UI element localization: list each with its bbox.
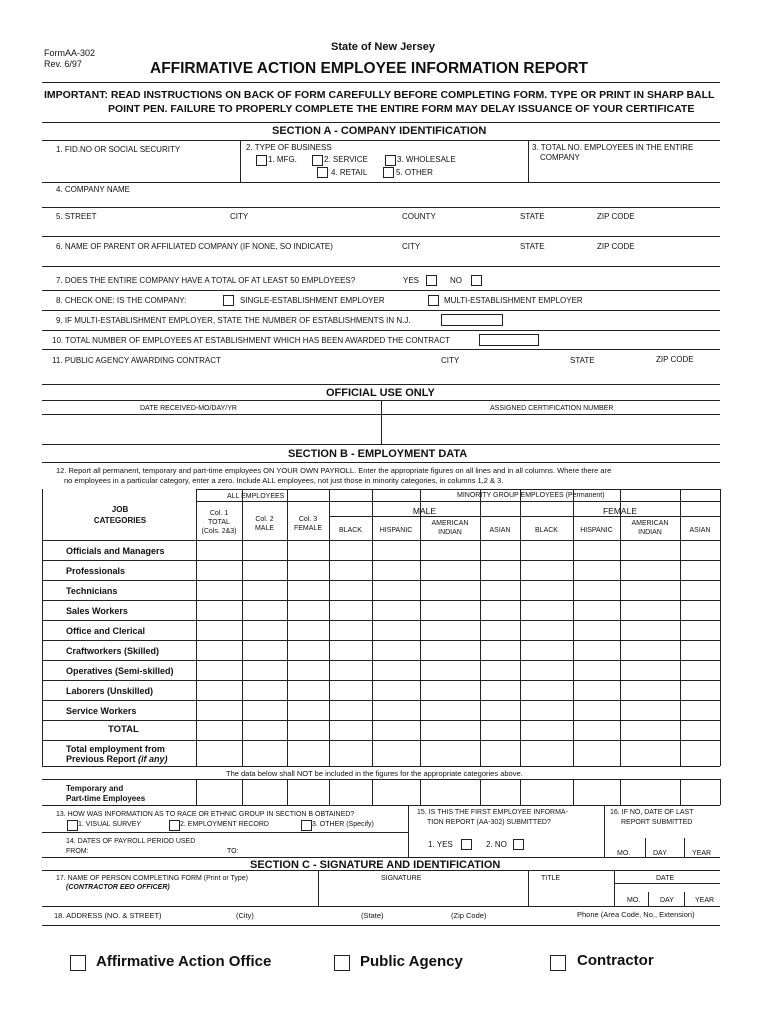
row-label-previous-2: Previous Report (if any) (66, 754, 168, 764)
table-row-rule (42, 660, 720, 661)
q15-label-2: TION REPORT (AA-302) SUBMITTED? (427, 819, 551, 826)
minority-rule (329, 501, 720, 502)
fifty-employees-question: 7. DOES THE ENTIRE COMPANY HAVE A TOTAL OF AT LEAST 50 EMPLOYEES? (56, 276, 356, 285)
row-label-officials: Officials and Managers (66, 546, 165, 556)
address-city-label: (City) (236, 911, 254, 920)
q15-label-1: 15. IS THIS THE FIRST EMPLOYEE INFORMA- (417, 809, 568, 816)
q13-label: 13. HOW WAS INFORMATION AS TO RACE OR ETHNIC GROUP IN SECTION B OBTAINED? (56, 811, 355, 818)
gender-rule (329, 516, 720, 517)
q15-left-rule (408, 805, 409, 857)
all-employees-header: ALL EMPLOYEES (227, 493, 285, 500)
table-row-rule (42, 640, 720, 641)
row-label-professionals: Professionals (66, 566, 126, 576)
table-row-rule (42, 720, 720, 721)
temporary-column-rule (287, 779, 288, 805)
single-establishment-label: SINGLE-ESTABLISHMENT EMPLOYER (240, 296, 385, 305)
first-report-no-checkbox[interactable] (513, 839, 524, 850)
q16-day-label: DAY (653, 850, 667, 857)
agency-zip-label: ZIP CODE (656, 355, 694, 364)
aa-office-checkbox[interactable] (70, 955, 86, 971)
parent-zip-label: ZIP CODE (597, 242, 635, 251)
no-label: NO (450, 276, 462, 285)
table-row-rule (42, 740, 720, 741)
company-type-question: 8. CHECK ONE: IS THE COMPANY: (56, 296, 187, 305)
date-day-rule (648, 892, 649, 906)
page-title: AFFIRMATIVE ACTION EMPLOYEE INFORMATION REPORT (150, 60, 589, 77)
q16-year-label: YEAR (692, 850, 712, 857)
row-label-sales: Sales Workers (66, 606, 128, 616)
table-row-rule (42, 766, 720, 767)
parent-company-label: 6. NAME OF PARENT OR AFFILIATED COMPANY (IF NONE, SO INDICATE) (56, 242, 333, 251)
table-row-rule (42, 680, 720, 681)
contractor-label: Contractor (577, 952, 654, 969)
company-name-label: 4. COMPANY NAME (56, 185, 130, 194)
col2-header-1: Col. 2 (255, 516, 274, 523)
contractor-checkbox[interactable] (550, 955, 566, 971)
q16-year-rule (684, 838, 685, 857)
address-label: 18. ADDRESS (NO. & STREET) (54, 911, 162, 920)
eeo-officer-label: (CONTRACTOR EEO OFFICER) (66, 884, 170, 891)
city-label: CITY (230, 212, 249, 221)
signature-label: SIGNATURE (381, 875, 422, 882)
fid-label: 1. FID.NO OR SOCIAL SECURITY (56, 145, 181, 154)
q14-label: 14. DATES OF PAYROLL PERIOD USED (66, 838, 196, 845)
multi-establishment-label: MULTI-ESTABLISHMENT EMPLOYER (444, 296, 583, 305)
table-left-rule (42, 489, 43, 766)
male-asian-header: ASIAN (489, 527, 511, 534)
preparer-name-label: 17. NAME OF PERSON COMPLETING FORM (Print or Type) (56, 875, 249, 882)
establishments-question: 9. IF MULTI-ESTABLISHMENT EMPLOYER, STATE THE NUMBER OF ESTABLISHMENTS IN N.J. (56, 316, 411, 325)
temporary-column-rule (242, 779, 243, 805)
signature-left-rule (318, 870, 319, 906)
date-year-rule (684, 892, 685, 906)
q16-label-2: REPORT SUBMITTED (621, 819, 693, 826)
q16-day-rule (645, 838, 646, 857)
parent-city-label: CITY (402, 242, 421, 251)
col3-header-2: FEMALE (293, 525, 322, 532)
zip-label: ZIP CODE (597, 212, 635, 221)
form-revision: Rev. 6/97 (44, 59, 82, 69)
q13-bottom-rule (42, 832, 408, 833)
important-line-2: POINT PEN. FAILURE TO PROPERLY COMPLETE THE ENTIRE FORM MAY DELAY ISSUANCE OF YOUR CERTIFICATE (108, 103, 695, 115)
female-american-header-2: INDIAN (638, 529, 662, 536)
exclusion-note: The data below shall NOT be included in the figures for the appropriate categories above. (226, 769, 523, 778)
job-header-1: JOB (111, 505, 129, 514)
public-agency-checkbox[interactable] (334, 955, 350, 971)
aa-office-label: Affirmative Action Office (96, 953, 272, 970)
row-label-craftworkers: Craftworkers (Skilled) (66, 646, 160, 656)
q14-to-label: TO: (227, 848, 239, 855)
state-name: State of New Jersey (331, 41, 435, 53)
date-received-label: DATE RECEIVED-MO/DAY/YR (140, 405, 237, 412)
minority-header: MINORITY GROUP EMPLOYEES (Permanent) (457, 492, 605, 499)
title-label: TITLE (541, 875, 561, 882)
q16-label-1: 16. IF NO, DATE OF LAST (610, 809, 694, 816)
table-row-rule (42, 540, 720, 541)
temporary-row-top-rule (42, 779, 720, 780)
state-label: STATE (520, 212, 545, 221)
male-black-header: BLACK (339, 527, 362, 534)
row-label-total: TOTAL (108, 724, 139, 735)
date-day-label: DAY (660, 897, 674, 904)
wholesale-label: 3. WHOLESALE (397, 155, 456, 164)
section-b-instruction-2: no employees in a particular category, enter a zero. Include ALL employees, not just those in minority categories, in columns 1,2 & 3. (64, 476, 504, 485)
q16-left-rule (604, 805, 605, 857)
other-method-label: 3. OTHER (Specify) (312, 821, 374, 828)
temporary-column-rule (420, 779, 421, 805)
table-column-rule (720, 489, 721, 766)
section-c-bottom-rule (42, 925, 720, 926)
col1-header-3: (Cols. 2&3) (201, 528, 237, 535)
section-c-title: SECTION C - SIGNATURE AND IDENTIFICATION (250, 859, 501, 871)
temporary-column-rule (372, 779, 373, 805)
temporary-column-rule (196, 779, 197, 805)
col1-header-1: Col. 1 (209, 510, 229, 517)
other-label: 5. OTHER (396, 168, 433, 177)
col1-header-2: TOTAL (208, 519, 230, 526)
table-row-rule (42, 560, 720, 561)
temporary-column-rule (573, 779, 574, 805)
date-left-rule (614, 870, 615, 906)
address-state-label: (State) (361, 911, 384, 920)
temporary-column-rule (680, 779, 681, 805)
male-american-header-2: INDIAN (438, 529, 462, 536)
row-label-laborers: Laborers (Unskilled) (66, 686, 154, 696)
row-label-technicians: Technicians (66, 586, 118, 596)
employment-record-checkbox[interactable] (169, 820, 180, 831)
address-zip-label: (Zip Code) (451, 911, 487, 920)
date-year-label: YEAR (695, 897, 715, 904)
certification-number-label: ASSIGNED CERTIFICATION NUMBER (490, 405, 614, 412)
table-row-rule (42, 620, 720, 621)
section-b-instruction-1: 12. Report all permanent, temporary and part-time employees ON YOUR OWN PAYROLL. Enter the appropriate figures on all lines and in all columns. Where there are (56, 466, 612, 475)
public-agency-label: 11. PUBLIC AGENCY AWARDING CONTRACT (52, 356, 221, 365)
total-employees-label-1: 3. TOTAL NO. EMPLOYEES IN THE ENTIRE (532, 143, 694, 152)
county-label: COUNTY (402, 212, 436, 221)
row-label-temporary-2: Part-time Employees (66, 794, 146, 803)
temporary-column-rule (329, 779, 330, 805)
male-header: MALE (412, 506, 437, 516)
temporary-column-rule (720, 779, 721, 805)
business-type-label: 2. TYPE OF BUSINESS (246, 143, 332, 152)
mfg-label: 1. MFG. (268, 155, 297, 164)
q16-mo-label: MO. (617, 850, 631, 857)
row-label-operatives: Operatives (Semi-skilled) (66, 666, 174, 676)
row-label-previous-1: Total employment from (66, 744, 165, 754)
q15-no-label: 2. NO (486, 840, 507, 849)
table-header-top-rule (196, 489, 720, 490)
visual-survey-label: 1. VISUAL SURVEY (78, 821, 142, 828)
q14-from-label: FROM: (66, 848, 89, 855)
title-left-rule (528, 870, 529, 906)
agency-state-label: STATE (570, 356, 595, 365)
row-label-office: Office and Clerical (66, 626, 146, 636)
temporary-column-rule (520, 779, 521, 805)
table-row-rule (42, 600, 720, 601)
important-line-1: IMPORTANT: READ INSTRUCTIONS ON BACK OF FORM CAREFULLY BEFORE COMPLETING FORM. TYPE OR PRINT IN SHARP BALL (44, 89, 715, 101)
section-b-title: SECTION B - EMPLOYMENT DATA (288, 448, 468, 460)
row-label-service: Service Workers (66, 706, 137, 716)
col2-header-2: MALE (254, 525, 275, 532)
first-report-yes-checkbox[interactable] (461, 839, 472, 850)
awarded-employees-question: 10. TOTAL NUMBER OF EMPLOYEES AT ESTABLISHMENT WHICH HAS BEEN AWARDED THE CONTRACT (52, 336, 450, 345)
female-hispanic-header: HISPANIC (580, 527, 613, 534)
public-agency-label: Public Agency (360, 953, 463, 970)
job-header-2: CATEGORIES (93, 516, 147, 525)
form-number: FormAA-302 (44, 48, 96, 58)
official-use-title: OFFICIAL USE ONLY (326, 387, 435, 399)
temporary-row-bottom-rule (42, 805, 720, 806)
male-hispanic-header: HISPANIC (379, 527, 413, 534)
temporary-column-rule (620, 779, 621, 805)
female-black-header: BLACK (535, 527, 558, 534)
q15-yes-label: 1. YES (428, 840, 453, 849)
female-american-header-1: AMERICAN (631, 520, 669, 527)
parent-state-label: STATE (520, 242, 545, 251)
retail-label: 4. RETAIL (331, 168, 368, 177)
female-asian-header: ASIAN (689, 527, 711, 534)
employment-record-label: 2. EMPLOYMENT RECORD (180, 821, 269, 828)
temporary-column-rule (480, 779, 481, 805)
visual-survey-checkbox[interactable] (67, 820, 78, 831)
female-header: FEMALE (602, 506, 637, 516)
row-label-temporary-1: Temporary and (66, 784, 124, 793)
table-row-rule (42, 700, 720, 701)
section-c-address-rule (42, 906, 720, 907)
street-label: 5. STREET (56, 212, 97, 221)
section-a-title: SECTION A - COMPANY IDENTIFICATION (272, 125, 487, 137)
date-label: DATE (656, 875, 675, 882)
table-row-rule (42, 580, 720, 581)
phone-label: Phone (Area Code, No., Extension) (577, 910, 695, 919)
other-method-checkbox[interactable] (301, 820, 312, 831)
male-american-header-1: AMERICAN (431, 520, 469, 527)
total-employees-label-2: COMPANY (540, 153, 580, 162)
date-mo-label: MO. (627, 897, 641, 904)
service-label: 2. SERVICE (324, 155, 368, 164)
agency-city-label: CITY (441, 356, 460, 365)
col3-header-1: Col. 3 (298, 516, 318, 523)
yes-label: YES (403, 276, 420, 285)
